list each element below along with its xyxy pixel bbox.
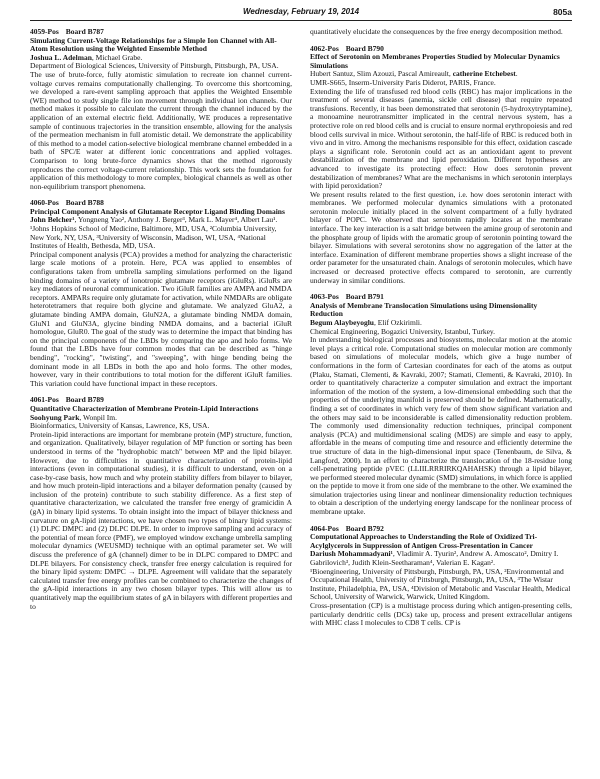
abstract-paragraph: Protein-lipid interactions are important for membrane protein (MP) structure, function, and organization. Qualitatively, bilayer regulation of MP function or sorting has been understood in terms of the "hydrophobic match" between MP and the lipid bilayer. However, due to difficulties in quantitative characterization of protein-lipid interactions (even in computational studies), it is difficult to understand, even on a case-by-case basis, how much and why protein stability differs from bilayer to bilayer, and how much protein-lipid interactions and a bilayer deformation penalty (caused by inclusion of the protein) contribute to such stability difference. As a first step of quantitative characterization, we calculated the transfer free energy of gramicidin A (gA) in binary lipid systems. To obtain insight into the impact of bilayer thickness and curvature on gA-lipid interactions, we have chosen two types of binary lipid systems: (1) DLPC DMPC and (2) DLPC DLPE. In order to improve sampling and accuracy of the potential of mean force (PMF), we employed window exchange umbrella sampling molecular dynamics (WEUSMD) technique with an optimal parameter set. We will discuss the preference of gA (channel) dimer to be in DLPC compared to DMPC and DLPE bilayers. For consistency check, transfer free energy calculation is required for the binary lipid system: DMPC → DLPE. Agreement will validate that the separately calculated transfer free energy profiles can be combined to characterize the changes of the gA-lipid interactions in any two chosen bilayer types. This will allow us to quantitatively map the equilibrium states of gA in bilayers with different properties and to bbox=[30, 429, 292, 611]
author-names: , Yongneng Yao², Anthony J. Berger³, Mark L. Mayer⁴, Albert Lau¹. bbox=[74, 215, 278, 225]
abstract-title: Simulating Current-Voltage Relationships for a Simple Ion Channel with All-Atom Resolution using the Weighted Ensemble Method bbox=[30, 35, 277, 54]
affiliation: ¹Johns Hopkins School of Medicine, Baltimore, MD, USA, ²Columbia University, New York, NY, USA, ³University of Wisconsin, Madison, WI, USA, ⁴National Institutes of Health, Bethesda, MD, USA. bbox=[30, 224, 277, 251]
author-names: Hubert Santuz, Slim Azouzi, Pascal Amireault, bbox=[310, 69, 453, 79]
author-names: , Michael Grabe. bbox=[91, 52, 143, 62]
abstract bbox=[310, 525, 572, 628]
author-names: , Elif Ozkirimli. bbox=[373, 318, 422, 327]
abstract-paragraph: Extending the life of transfused red blood cells (RBC) has major implications in the treatment of several diseases (anemia, sickle cell disease) that require repeated transfusions. Recently, it has been demonstrated that serotonin (5-hydroxytryptamine), a monoamine neurotransmitter implicated in the central nervous system, has a protective role on red blood cells and is crucial to ensure normal erythropoiesis and red blood cells survival in mice. Without serotonin, the half-life of RBC is reduced both in vivo and in vitro. Among the mechanisms responsible for this effect, oxidation cascade plays a significant role. Serotonin could act as an antioxidant agent to prevent destabilization of the membrane and lipid peroxidation. Different hypotheses are advanced to investigate its protecting effect: How does serotonin prevent destabilization of membranes? What are the mechanisms in which serotonin interplays with lipid peroxidation? bbox=[310, 86, 572, 191]
abstract-paragraph: In understanding biological processes and biosystems, molecular motion at the atomic level plays a critical role. Computational studies on molecular motion are commonly based on simulations of molecular models, which give a huge number of conformations in the form of Cartesian coordinates for each of the atoms as output (Plaku, Stamati, Clementi, & Kavraki, 2007; Stamati, Clementi, & Kavraki, 2010). In order to quantitatively characterize a computer simulation and extract the important information of the motion of the system, a low-dimensional embedding such that the properties of the underlying manifold is preserved should be defined. Mathematically, finding a set of coordinates in which very few of them show significant variation and the others may said to be inconsiderable is called dimensionality reduction problem. The commonly used dimensionality reduction techniques, principal component analysis (PCA) and multidimensional scaling (MDS) are simple and easy to apply, affordable in the means of computing time and resource and efficiently determine the true structure of data in the high-dimensional input space (Tenenbaum, de Silva, & Langford, 2000). In an effort to characterize the translocation of the 18-residue long cell-penetrating peptide pVEC (LLIILRRRIRKQAHAHSK) through a lipid bilayer, we performed steered molecular dynamic (SMD) simulations, in which force is applied on the peptide to move it from one side of the membrane to the other. We examined the simulation trajectories using linear and nonlinear dimensionality reduction techniques to obtain a description of the underlying energy landscape for the nonlinear process of membrane uptake. bbox=[310, 335, 573, 517]
presenting-author: Joshua L. Adelman bbox=[30, 52, 92, 62]
continued-paragraph: quantitatively elucidate the consequences by the free energy decomposition method. bbox=[310, 27, 563, 36]
presenting-author: catherine Etchebest bbox=[452, 69, 516, 79]
presenting-author: Begum Alaybeyoglu bbox=[310, 318, 374, 327]
presenting-author: Soohyung Park bbox=[30, 412, 80, 422]
abstract bbox=[30, 396, 292, 611]
author-names: . bbox=[515, 69, 518, 79]
abstract-paragraph: The use of brute-force, fully atomistic simulation to recreate ion channel current-voltage curves remains computationally challenging. To overcome this shortcoming, we developed a rare-event sampling approach that applies the Weighted Ensemble (WE) method to study single file ion movement through individual ion channels. Our method makes it possible to calculate the current through the channel induced by the application of an external electric field. Additionally, WE produces a representative sample of continuous trajectories in the transition ensemble, allowing for the analysis of the permeation mechanism in full atomistic detail. We demonstrate the applicability of this method to a model cation-selective biological membrane channel embedded in a bath of SPC/E water at different ionic concentrations and applied voltages. Comparison to long brute-force dynamics shows that the method rigorously reproduces the correct voltage-current relationship. This work sets the foundation for application of this methodology to more complex, biological channels as well as other non-equilibrium transport phenomena. bbox=[30, 69, 292, 191]
page-number: 805a bbox=[553, 7, 572, 17]
board-number: Board B791 bbox=[345, 292, 384, 302]
abstract-paragraph: Principal component analysis (PCA) provides a method for analyzing the characteristic large scale motions of a protein. Here, PCA was applied to ensembles of configurations taken from umbrella sampling simulations performed on the ligand binding domains of a variety of ionotropic glutamate receptors (iGluRs). iGluRs are key mediators of neuronal communication. Two iGluR families are AMPA and NMDA receptors. AMPARs require only glutamate for activation, while NMDARs are obligate heterotetramers that require both glycine and glutamate. We analyzed GluA2, a glutamate binding AMPA domain, GluN2A, a glutamate binding NMDA domain, GluN1 and GluN3A, glycine binding NMDA domains, and a bacterial iGluR homologue, GluR0. The goal of the study was to determine the impact that binding has on the principal components of the LBDs by comparing the apo and holo forms. We found that the LBDs have four common modes that can be described as "hinge bending", "rocking", "twisting", and "sweeping", with hinge bending being the dominant mode in all LBDs in both the apo and holo forms. The other modes, however, vary in their contributions to total motion for the different iGluR families. This variation could have functional impact in these receptors. bbox=[30, 249, 292, 388]
abstract-title: Analysis of Membrane Translocation Simulations using Dimensionality Reduction bbox=[310, 300, 538, 319]
abstract-paragraph: We present results related to the first question, i.e. how does serotonin interact with membranes. We performed molecular dynamics simulations with a protonated serotonin molecule initially placed in the solvent compartment of a fully hydrated bilayer of POPC. We observed that serotonin rapidly locates at the membrane interface. The key interaction is a salt bridge between the amine group of serotonin and the phosphate group of lipids with the aromatic group of serotonin pointing toward the bilayer. Simulations with several serotonins show no aggregation of the latter at the interface. Examination of different membrane properties shows a slight increase of the order parameter for the unsaturated chain. Analogs of serotonin molecules, which have increased or decreased protective effects compared to serotonin, are currently underway in similar conditions. bbox=[310, 189, 572, 285]
issue-date: Wednesday, February 19, 2014 bbox=[242, 7, 360, 16]
abstract bbox=[30, 28, 292, 191]
affiliation: Bioinformatics, University of Kansas, Lawrence, KS, USA. bbox=[30, 421, 210, 431]
abstract bbox=[310, 293, 572, 516]
board-number: Board B790 bbox=[345, 43, 384, 53]
abstract-number: 4063-Pos bbox=[310, 292, 339, 302]
abstract-number: 4064-Pos bbox=[310, 523, 339, 533]
affiliation: ¹Bioengineering, University of Pittsburgh, Pittsburgh, PA, USA, ²Environmental and Occupational Health, University of Pittsburgh, Pittsburgh, PA, USA, ³The Wistar Institute, Philadelphia, PA, USA, ⁴Division of Metabolic and Vascular Health, Medical School, University of Warwick, Warwick, United Kingdom. bbox=[310, 566, 571, 602]
right-column bbox=[310, 28, 572, 628]
author-names: , Vladimir A. Tyurin², Andrew A. Amoscato², Dmitry I. Gabrilovich³, Judith Klein-Seetharaman⁴, Valerian E. Kagan². bbox=[310, 549, 559, 568]
author-names: , Wonpil Im. bbox=[79, 412, 117, 422]
abstract bbox=[310, 45, 572, 286]
abstract-title: Quantitative Characterization of Membrane Protein-Lipid Interactions bbox=[30, 403, 259, 413]
abstract-number: 4061-Pos bbox=[30, 395, 59, 405]
left-column bbox=[30, 28, 292, 611]
board-number: Board B788 bbox=[65, 198, 104, 208]
affiliation: UMR-S665, Inserm-University Paris Diderot, PARIS, France. bbox=[310, 77, 496, 87]
board-number: Board B789 bbox=[65, 395, 104, 405]
presenting-author: Dariush Mohammadyani¹ bbox=[310, 549, 393, 559]
abstract-paragraph: Cross-presentation (CP) is a multistage process during which antigen-presenting cells, particularly dendritic cells (DCs) take up, process and present extracellular antigens with MHC class I molecules to CD8 T cells. CP is bbox=[310, 601, 572, 628]
affiliation: Chemical Engineering, Bogazici University, Istanbul, Turkey. bbox=[310, 326, 496, 336]
abstract-number: 4060-Pos bbox=[30, 198, 59, 208]
presenting-author: John Belcher¹ bbox=[30, 215, 75, 225]
abstract-title: Effect of Serotonin on Membranes Properties Studied by Molecular Dynamics Simulations bbox=[310, 52, 560, 70]
abstract-title: Principal Component Analysis of Glutamate Receptor Ligand Binding Domains bbox=[30, 206, 285, 216]
affiliation: Department of Biological Sciences, University of Pittsburgh, Pittsburgh, PA, USA. bbox=[30, 61, 279, 71]
running-header bbox=[30, 7, 572, 21]
board-number: Board B787 bbox=[65, 27, 104, 36]
author-list bbox=[310, 550, 572, 567]
abstract-number: 4059-Pos bbox=[30, 27, 59, 36]
abstract bbox=[30, 199, 292, 388]
board-number: Board B792 bbox=[345, 523, 384, 533]
abstract-title: Computational Approaches to Understanding the Role of Oxidized Tri-Acylglycerols in Suppression of Antigen Cross-Presentation in Cancer bbox=[310, 532, 538, 550]
abstract-number: 4062-Pos bbox=[310, 43, 339, 53]
